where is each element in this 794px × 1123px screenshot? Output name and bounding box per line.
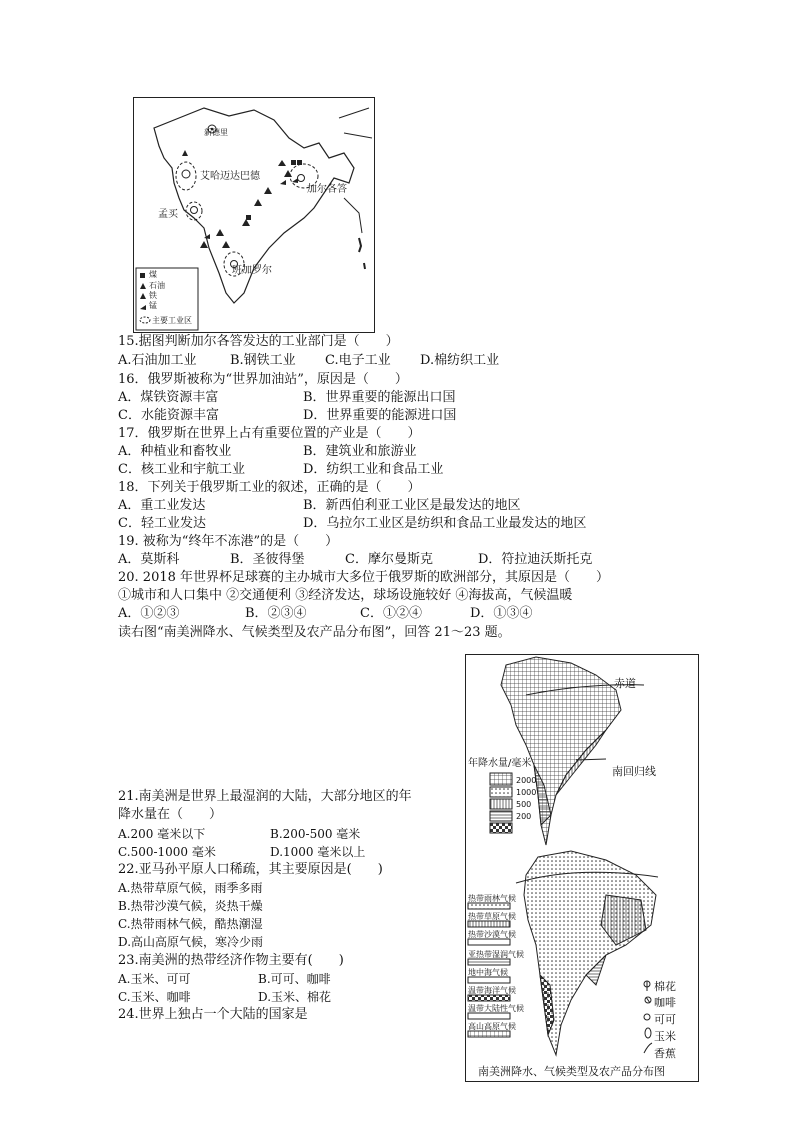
- q15-option-c: C.电子工业: [325, 353, 391, 368]
- q20-option-a: A．①②③: [118, 606, 180, 621]
- map-reading-intro: 读右图“南美洲降水、气候类型及农产品分布图”，回答 21～23 题。: [118, 625, 511, 640]
- q15-option-d: D.棉纺织工业: [420, 353, 500, 368]
- climate-temperate-continental: 温带大陆性气候: [468, 1004, 524, 1013]
- legend-manganese: 锰: [149, 301, 157, 310]
- question-24-stem: 24.世界上独占一个大陆的国家是: [118, 1007, 308, 1022]
- equator-label: 赤道: [614, 677, 636, 690]
- question-22-stem: 22.亚马孙平原人口稀疏，其主要原因是( ): [118, 862, 383, 877]
- q23-option-b: B.可可、咖啡: [258, 972, 331, 986]
- q18-option-b: B．新西伯利亚工业区是最发达的地区: [303, 498, 521, 513]
- q22-option-a: A.热带草原气候，雨季多雨: [118, 881, 263, 895]
- q15-option-b: B.钢铁工业: [230, 353, 296, 368]
- q16-option-c: C．水能资源丰富: [118, 408, 219, 423]
- rain-level-500: 500: [516, 800, 532, 809]
- city-label-kolkata: 加尔各答: [307, 184, 347, 195]
- q19-option-a: A．莫斯科: [118, 552, 180, 567]
- question-18-stem: 18．下列关于俄罗斯工业的叙述，正确的是（ ）: [118, 480, 421, 495]
- climate-highland: 高山高原气候: [468, 1022, 516, 1031]
- question-21-stem-line2: 降水量在（ ）: [118, 807, 223, 822]
- climate-temperate-maritime: 温带海洋气候: [468, 986, 516, 995]
- city-label-bangalore: 班加罗尔: [232, 265, 272, 276]
- q17-option-c: C．核工业和宇航工业: [118, 462, 245, 477]
- q21-option-c: C.500-1000 毫米: [118, 845, 216, 859]
- q16-option-b: B．世界重要的能源出口国: [303, 390, 456, 405]
- q17-option-b: B．建筑业和旅游业: [303, 444, 417, 459]
- q19-option-d: D．符拉迪沃斯托克: [478, 552, 593, 567]
- q22-option-c: C.热带雨林气候，酷热潮湿: [118, 917, 263, 931]
- question-17-stem: 17．俄罗斯在世界上占有重要位置的产业是（ ）: [118, 426, 421, 441]
- rain-level-2000: 2000: [516, 776, 537, 785]
- rain-level-200: 200: [516, 812, 532, 821]
- question-19-stem: 19. 被称为“终年不冻港”的是（ ）: [118, 534, 339, 549]
- legend-industrial-area: 主要工业区: [152, 316, 192, 325]
- q20-option-b: B．②③④: [245, 606, 307, 621]
- legend-oil: 石油: [149, 281, 165, 290]
- legend-iron: 铁: [149, 291, 157, 300]
- map-caption: 南美洲降水、气候类型及农产品分布图: [478, 1065, 665, 1078]
- q22-option-d: D.高山高原气候，寒冷少雨: [118, 935, 264, 949]
- product-cotton: 棉花: [654, 980, 676, 993]
- q21-option-d: D.1000 毫米以上: [270, 845, 366, 859]
- product-banana: 香蕉: [654, 1047, 676, 1060]
- q16-option-a: A．煤铁资源丰富: [118, 390, 219, 405]
- climate-mediterranean: 地中海气候: [468, 968, 508, 977]
- q17-option-a: A．种植业和畜牧业: [118, 444, 232, 459]
- climate-tropical-desert: 热带沙漠气候: [468, 930, 516, 939]
- q19-option-b: B．圣彼得堡: [230, 552, 305, 567]
- q20-statements: ①城市和人口集中 ②交通便利 ③经济发达，球场设施较好 ④海拔高，气候温暖: [118, 588, 573, 603]
- city-label-mumbai: 孟买: [158, 209, 178, 220]
- climate-tropical-savanna: 热带草原气候: [468, 912, 516, 921]
- q18-option-a: A．重工业发达: [118, 498, 206, 513]
- climate-tropical-rainforest: 热带雨林气候: [468, 894, 516, 903]
- q15-option-a: A.石油加工业: [118, 353, 197, 368]
- india-industry-map: [133, 97, 375, 333]
- question-23-stem: 23.南美洲的热带经济作物主要有( ): [118, 953, 344, 968]
- question-15-stem: 15.据图判断加尔各答发达的工业部门是（ ）: [118, 334, 399, 349]
- question-16-stem: 16．俄罗斯被称为“世界加油站”，原因是（ ）: [118, 372, 408, 387]
- climate-subtropical-humid: 亚热带湿润气候: [468, 950, 524, 959]
- q23-option-d: D.玉米、棉花: [258, 990, 332, 1004]
- question-20-stem: 20. 2018 年世界杯足球赛的主办城市大多位于俄罗斯的欧洲部分，其原因是（ ）: [118, 570, 610, 585]
- rain-level-1000: 1000: [516, 788, 537, 797]
- q17-option-d: D．纺织工业和食品工业: [303, 462, 444, 477]
- south-america-map: [465, 654, 699, 1082]
- city-label-delhi: 新德里: [204, 128, 228, 137]
- q21-option-a: A.200 毫米以下: [118, 827, 206, 841]
- q16-option-d: D．世界重要的能源进口国: [303, 408, 457, 423]
- product-corn: 玉米: [654, 1030, 676, 1043]
- question-21-stem-line1: 21.南美洲是世界上最湿润的大陆，大部分地区的年: [118, 789, 412, 804]
- rain-legend-title: 年降水量/毫米: [468, 758, 532, 769]
- q23-option-a: A.玉米、可可: [118, 972, 191, 986]
- city-label-ahmedabad: 艾哈迈达巴德: [200, 171, 260, 182]
- q20-option-d: D．①③④: [470, 606, 533, 621]
- q18-option-c: C．轻工业发达: [118, 516, 206, 531]
- q22-option-b: B.热带沙漠气候，炎热干燥: [118, 899, 263, 913]
- q21-option-b: B.200-500 毫米: [270, 827, 361, 841]
- q18-option-d: D．乌拉尔工业区是纺织和食品工业最发达的地区: [303, 516, 587, 531]
- q23-option-c: C.玉米、咖啡: [118, 990, 191, 1004]
- product-coffee: 咖啡: [654, 996, 676, 1009]
- product-cocoa: 可可: [654, 1013, 676, 1026]
- q20-option-c: C．①②④: [360, 606, 422, 621]
- q19-option-c: C．摩尔曼斯克: [345, 552, 433, 567]
- tropic-label: 南回归线: [612, 765, 656, 778]
- legend-coal: 煤: [149, 270, 157, 279]
